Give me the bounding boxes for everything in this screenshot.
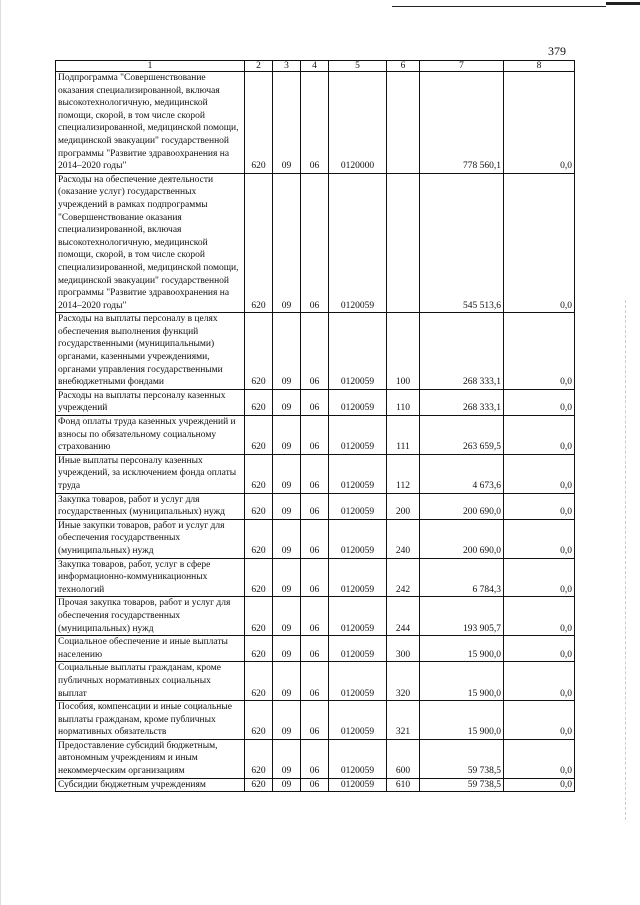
table-row bbox=[56, 454, 575, 493]
target-article-code: 0120000 bbox=[329, 72, 387, 174]
amount-value: 200 690,0 bbox=[420, 493, 504, 519]
row-description: Иные закупки товаров, работ и услуг для обеспечения государственных (муниципальных) нужд bbox=[56, 519, 245, 558]
table-row bbox=[56, 519, 575, 558]
amount-value: 4 673,6 bbox=[420, 454, 504, 493]
row-description: Пособия, компенсации и иные социальные выплаты гражданам, кроме публичных нормативных обязательств bbox=[56, 701, 245, 740]
subsection-code: 06 bbox=[301, 389, 329, 415]
subsection-code: 06 bbox=[301, 636, 329, 662]
amount-value: 200 690,0 bbox=[420, 519, 504, 558]
expense-type-code: 242 bbox=[387, 558, 420, 597]
subsection-code: 06 bbox=[301, 173, 329, 313]
expense-type-code: 100 bbox=[387, 313, 420, 390]
expense-type-code: 244 bbox=[387, 597, 420, 636]
table-row bbox=[56, 701, 575, 740]
ministry-code: 620 bbox=[245, 72, 273, 174]
scan-right-edge bbox=[625, 300, 627, 820]
amount-value-col8: 0,0 bbox=[504, 72, 575, 174]
amount-value-col8: 0,0 bbox=[504, 416, 575, 455]
row-description: Социальные выплаты гражданам, кроме публичных нормативных социальных выплат bbox=[56, 662, 245, 701]
column-header: 7 bbox=[420, 61, 504, 72]
subsection-code: 06 bbox=[301, 416, 329, 455]
expense-type-code bbox=[387, 173, 420, 313]
amount-value-col8: 0,0 bbox=[504, 636, 575, 662]
expense-type-code: 300 bbox=[387, 636, 420, 662]
table-row bbox=[56, 636, 575, 662]
table-row bbox=[56, 662, 575, 701]
ministry-code: 620 bbox=[245, 313, 273, 390]
ministry-code: 620 bbox=[245, 662, 273, 701]
ministry-code: 620 bbox=[245, 636, 273, 662]
table-row bbox=[56, 389, 575, 415]
section-code: 09 bbox=[273, 558, 301, 597]
subsection-code: 06 bbox=[301, 778, 329, 792]
section-code: 09 bbox=[273, 701, 301, 740]
amount-value: 59 738,5 bbox=[420, 778, 504, 792]
amount-value: 193 905,7 bbox=[420, 597, 504, 636]
section-code: 09 bbox=[273, 597, 301, 636]
column-header: 4 bbox=[301, 61, 329, 72]
section-code: 09 bbox=[273, 636, 301, 662]
subsection-code: 06 bbox=[301, 662, 329, 701]
table-row bbox=[56, 72, 575, 174]
ministry-code: 620 bbox=[245, 778, 273, 792]
row-description: Закупка товаров, работ, услуг в сфере информационно-коммуникационных технологий bbox=[56, 558, 245, 597]
ministry-code: 620 bbox=[245, 739, 273, 778]
expense-type-code: 600 bbox=[387, 739, 420, 778]
amount-value-col8: 0,0 bbox=[504, 519, 575, 558]
column-header: 1 bbox=[56, 61, 245, 72]
row-description: Расходы на выплаты персоналу в целях обеспечения выполнения функций государственными (муниципальными) органами, казенными учреждениями, органами управления государственными внебюджетными фондами bbox=[56, 313, 245, 390]
page-number: 379 bbox=[548, 44, 566, 58]
ministry-code: 620 bbox=[245, 558, 273, 597]
target-article-code: 0120059 bbox=[329, 173, 387, 313]
expense-type-code: 240 bbox=[387, 519, 420, 558]
target-article-code: 0120059 bbox=[329, 416, 387, 455]
expense-type-code: 320 bbox=[387, 662, 420, 701]
amount-value: 59 738,5 bbox=[420, 739, 504, 778]
amount-value: 15 900,0 bbox=[420, 662, 504, 701]
column-header: 5 bbox=[329, 61, 387, 72]
subsection-code: 06 bbox=[301, 72, 329, 174]
table-row bbox=[56, 493, 575, 519]
expense-type-code: 110 bbox=[387, 389, 420, 415]
target-article-code: 0120059 bbox=[329, 313, 387, 390]
header-rule-thick bbox=[606, 2, 640, 5]
column-header: 8 bbox=[504, 61, 575, 72]
target-article-code: 0120059 bbox=[329, 519, 387, 558]
row-description: Иные выплаты персоналу казенных учреждений, за исключением фонда оплаты труда bbox=[56, 454, 245, 493]
ministry-code: 620 bbox=[245, 519, 273, 558]
amount-value-col8: 0,0 bbox=[504, 558, 575, 597]
column-header: 3 bbox=[273, 61, 301, 72]
section-code: 09 bbox=[273, 493, 301, 519]
expense-type-code: 610 bbox=[387, 778, 420, 792]
budget-table bbox=[55, 60, 575, 792]
ministry-code: 620 bbox=[245, 416, 273, 455]
subsection-code: 06 bbox=[301, 739, 329, 778]
header-row bbox=[56, 61, 575, 72]
row-description: Расходы на обеспечение деятельности (оказание услуг) государственных учреждений в рамках подпрограммы "Совершенствование оказания специализированной, включая высокотехнологичную, медицинской помощи, скорой, в том числе скорой специализированной, медицинской помощи, медицинской эвакуации" государственной программы "Развитие здравоохранения на 2014–2020 годы" bbox=[56, 173, 245, 313]
ministry-code: 620 bbox=[245, 389, 273, 415]
amount-value: 263 659,5 bbox=[420, 416, 504, 455]
section-code: 09 bbox=[273, 662, 301, 701]
target-article-code: 0120059 bbox=[329, 778, 387, 792]
table-row bbox=[56, 313, 575, 390]
row-description: Закупка товаров, работ и услуг для государственных (муниципальных) нужд bbox=[56, 493, 245, 519]
row-description: Социальное обеспечение и иные выплаты населению bbox=[56, 636, 245, 662]
amount-value-col8: 0,0 bbox=[504, 454, 575, 493]
subsection-code: 06 bbox=[301, 519, 329, 558]
amount-value-col8: 0,0 bbox=[504, 778, 575, 792]
table-row bbox=[56, 416, 575, 455]
amount-value-col8: 0,0 bbox=[504, 389, 575, 415]
row-description: Расходы на выплаты персоналу казенных учреждений bbox=[56, 389, 245, 415]
amount-value-col8: 0,0 bbox=[504, 493, 575, 519]
amount-value: 268 333,1 bbox=[420, 313, 504, 390]
section-code: 09 bbox=[273, 313, 301, 390]
amount-value-col8: 0,0 bbox=[504, 739, 575, 778]
section-code: 09 bbox=[273, 389, 301, 415]
table-row bbox=[56, 778, 575, 792]
row-description: Прочая закупка товаров, работ и услуг для обеспечения государственных (муниципальных) нужд bbox=[56, 597, 245, 636]
ministry-code: 620 bbox=[245, 454, 273, 493]
amount-value-col8: 0,0 bbox=[504, 313, 575, 390]
amount-value: 778 560,1 bbox=[420, 72, 504, 174]
header-rule bbox=[392, 6, 606, 7]
amount-value-col8: 0,0 bbox=[504, 662, 575, 701]
target-article-code: 0120059 bbox=[329, 389, 387, 415]
subsection-code: 06 bbox=[301, 313, 329, 390]
row-description: Подпрограмма "Совершенствование оказания специализированной, включая высокотехнологичную, медицинской помощи, скорой, в том числе скорой специализированной, медицинской помощи, медицинской эвакуации" государственной программы "Развитие здравоохранения на 2014–2020 годы" bbox=[56, 72, 245, 174]
amount-value-col8: 0,0 bbox=[504, 173, 575, 313]
amount-value: 268 333,1 bbox=[420, 389, 504, 415]
expense-type-code: 112 bbox=[387, 454, 420, 493]
expense-type-code: 321 bbox=[387, 701, 420, 740]
target-article-code: 0120059 bbox=[329, 636, 387, 662]
section-code: 09 bbox=[273, 173, 301, 313]
target-article-code: 0120059 bbox=[329, 662, 387, 701]
expense-type-code: 200 bbox=[387, 493, 420, 519]
section-code: 09 bbox=[273, 778, 301, 792]
subsection-code: 06 bbox=[301, 701, 329, 740]
column-header: 2 bbox=[245, 61, 273, 72]
target-article-code: 0120059 bbox=[329, 701, 387, 740]
section-code: 09 bbox=[273, 72, 301, 174]
column-header: 6 bbox=[387, 61, 420, 72]
table-row bbox=[56, 558, 575, 597]
row-description: Предоставление субсидий бюджетным, автономным учреждениям и иным некоммерческим организациям bbox=[56, 739, 245, 778]
amount-value-col8: 0,0 bbox=[504, 701, 575, 740]
subsection-code: 06 bbox=[301, 493, 329, 519]
ministry-code: 620 bbox=[245, 597, 273, 636]
ministry-code: 620 bbox=[245, 493, 273, 519]
amount-value: 6 784,3 bbox=[420, 558, 504, 597]
section-code: 09 bbox=[273, 519, 301, 558]
section-code: 09 bbox=[273, 416, 301, 455]
target-article-code: 0120059 bbox=[329, 558, 387, 597]
target-article-code: 0120059 bbox=[329, 454, 387, 493]
table-row bbox=[56, 597, 575, 636]
row-description: Фонд оплаты труда казенных учреждений и взносы по обязательному социальному страхованию bbox=[56, 416, 245, 455]
amount-value: 15 900,0 bbox=[420, 701, 504, 740]
target-article-code: 0120059 bbox=[329, 739, 387, 778]
ministry-code: 620 bbox=[245, 173, 273, 313]
ministry-code: 620 bbox=[245, 701, 273, 740]
amount-value-col8: 0,0 bbox=[504, 597, 575, 636]
subsection-code: 06 bbox=[301, 454, 329, 493]
subsection-code: 06 bbox=[301, 558, 329, 597]
subsection-code: 06 bbox=[301, 597, 329, 636]
table-row bbox=[56, 739, 575, 778]
amount-value: 545 513,6 bbox=[420, 173, 504, 313]
row-description: Субсидии бюджетным учреждениям bbox=[56, 778, 245, 792]
section-code: 09 bbox=[273, 454, 301, 493]
expense-type-code: 111 bbox=[387, 416, 420, 455]
target-article-code: 0120059 bbox=[329, 597, 387, 636]
expense-type-code bbox=[387, 72, 420, 174]
scan-left-edge bbox=[0, 0, 1, 905]
amount-value: 15 900,0 bbox=[420, 636, 504, 662]
target-article-code: 0120059 bbox=[329, 493, 387, 519]
section-code: 09 bbox=[273, 739, 301, 778]
table-row bbox=[56, 173, 575, 313]
